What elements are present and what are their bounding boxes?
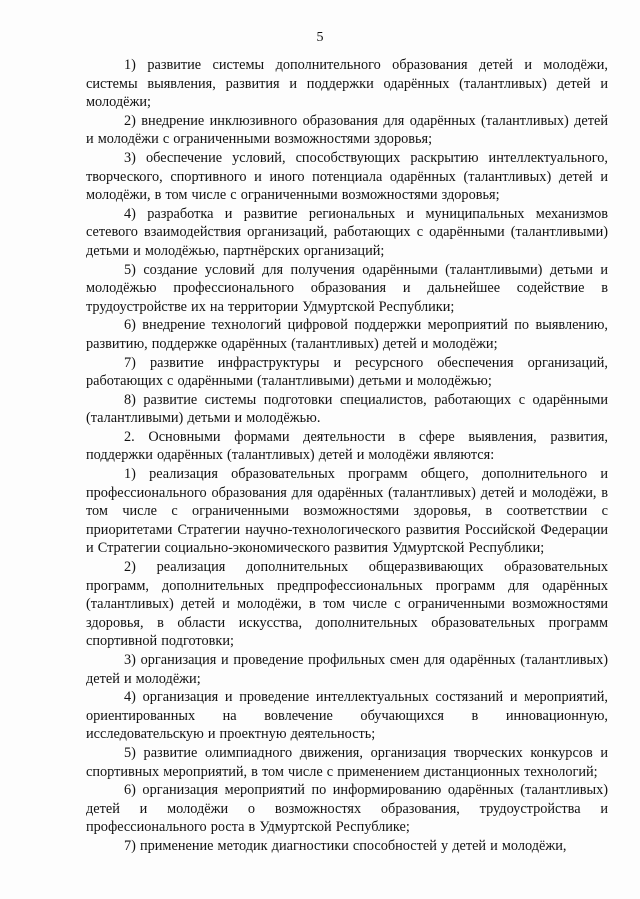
list-item: 8) развитие системы подготовки специалистов, работающих с одарёнными (талантливыми) детьми и молодёжью. xyxy=(86,391,608,427)
list-item: 7) применение методик диагностики способностей у детей и молодёжи, xyxy=(124,837,567,854)
list-item: 6) организация мероприятий по информированию одарённых (талантливых) детей и молодёжи о возможностях образования, трудоустройства и профессионального роста в Удмуртской Республике; xyxy=(86,782,608,836)
list-item: 5) развитие олимпиадного движения, организация творческих конкурсов и спортивных мероприятий, в том числе с применением дистанционных технологий; xyxy=(86,744,608,780)
document-body xyxy=(86,56,608,856)
list-item: 2) внедрение инклюзивного образования для одарённых (талантливых) детей и молодёжи с ограниченными возможностями здоровья; xyxy=(86,112,608,148)
list-item: 7) развитие инфраструктуры и ресурсного обеспечения организаций, работающих с одарёнными (талантливыми) детьми и молодёжью; xyxy=(86,354,608,390)
list-item: 3) организация и проведение профильных смен для одарённых (талантливых) детей и молодёжи; xyxy=(86,652,608,687)
list-item: 3) обеспечение условий, способствующих раскрытию интеллектуального, творческого, спортивного и иного потенциала одарённых (талантливых) детей и молодёжи, в том числе с ограниченными возможностями здоровья; xyxy=(86,149,608,204)
section-paragraph: 2. Основными формами деятельности в сфере выявления, развития, поддержки одарённых (талантливых) детей и молодёжи являются: xyxy=(86,428,608,464)
list-item: 5) создание условий для получения одарёнными (талантливыми) детьми и молодёжью профессионального образования и дальнейшее содействие в трудоустройстве их на территории Удмуртской Республики; xyxy=(86,261,608,315)
list-item: 1) реализация образовательных программ общего, дополнительного и профессионального образования для одарённых (талантливых) детей и молодёжи, в том числе с ограниченными возможностями здоровья, в соответствии с приоритетами Стратегии научно-технологического развития Российской Федерации и Стратегии социально-экономического развития Удмуртской Республики; xyxy=(86,466,608,557)
page-number: 5 xyxy=(316,30,324,45)
list-item: 2) реализация дополнительных общеразвивающих образовательных программ, дополнительных предпрофессиональных программ для одарённых (талантливых) детей и молодёжи, в том числе с ограниченными возможностями здоровья, в области искусства, дополнительных образовательных программ спортивной подготовки; xyxy=(86,559,608,650)
list-item: 1) развитие системы дополнительного образования детей и молодёжи, системы выявления, развития и поддержки одарённых (талантливых) детей и молодёжи; xyxy=(86,57,608,111)
list-item: 6) внедрение технологий цифровой поддержки мероприятий по выявлению, развитию, поддержке одарённых (талантливых) детей и молодёжи; xyxy=(86,317,608,352)
list-item: 4) разработка и развитие региональных и муниципальных механизмов сетевого взаимодействия организаций, работающих с одарёнными (талантливыми) детьми и молодёжью, партнёрских организаций; xyxy=(86,205,608,259)
list-item: 4) организация и проведение интеллектуальных состязаний и мероприятий, ориентированных на вовлечение обучающихся в инновационную, исследовательскую и проектную деятельность; xyxy=(86,689,608,743)
